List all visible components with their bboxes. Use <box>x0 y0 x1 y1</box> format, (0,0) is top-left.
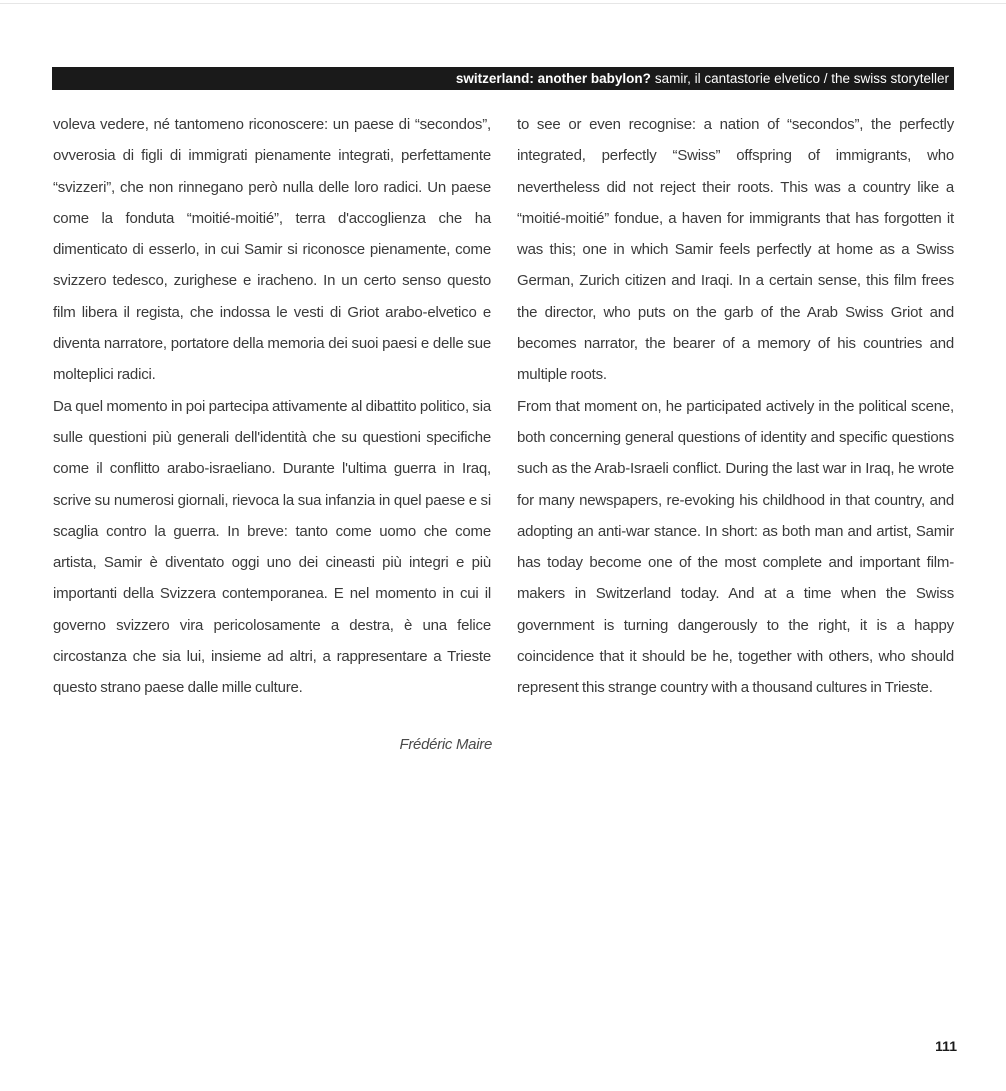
italian-paragraph: Da quel momento in poi partecipa attivamente al dibattito politico, sia sulle questioni più generali dell'identità che su questioni specifiche come il conflitto arabo-israeliano. Durante l'ultima guerra in Iraq, scrive su numerosi giornali, rievoca la sua infanzia in quel paese e si scaglia contro la guerra. In breve: tanto come uomo che come artista, Samir è diventato oggi uno dei cineasti più integri e più importanti della Svizzera contemporanea. E nel momento in cui il governo svizzero vira pericolosamente a destra, è una felice circostanza che sia lui, insieme ad altri, a rappresentare a Trieste questo strano paese dalle mille culture. <box>53 397 491 697</box>
english-paragraph: to see or even recognise: a nation of “secondos”, the perfectly integrated, perfectly “Swiss” offspring of immigrants, who nevertheless did not reject their roots. This was a country like a “moitié-moitié” fondue, a haven for immigrants that has forgotten it was this; one in which Samir feels perfectly at home as a Swiss German, Zurich citizen and Iraqi. In a certain sense, this film frees the director, who puts on the garb of the Arab Swiss Griot and becomes narrator, the bearer of a memory of his countries and multiple roots. <box>517 116 954 384</box>
top-rule <box>0 3 1006 4</box>
page-number: 111 <box>935 1038 957 1054</box>
italian-column <box>53 109 491 704</box>
header-subtitle: samir, il cantastorie elvetico / the swiss storyteller <box>654 71 949 86</box>
italian-paragraph: voleva vedere, né tantomeno riconoscere: un paese di “secondos”, ovverosia di figli di immigrati pienamente integrati, perfettamente “svizzeri”, che non rinnegano però nulla delle loro radici. Un paese come la fonduta “moitié-moitié”, terra d'accoglienza che ha dimenticato di esserlo, in cui Samir si riconosce pienamente, come svizzero tedesco, zurighese e iracheno. In un certo senso questo film libera il regista, che indossa le vesti di Griot arabo-elvetico e diventa narratore, portatore della memoria dei suoi paesi e delle sue molteplici radici. <box>53 116 491 384</box>
author-signature: Frédéric Maire <box>399 736 492 753</box>
header-title: switzerland: another babylon? <box>455 71 651 86</box>
english-column <box>517 109 954 704</box>
running-header <box>52 67 954 90</box>
english-paragraph: From that moment on, he participated actively in the political scene, both concerning general questions of identity and specific questions such as the Arab-Israeli conflict. During the last war in Iraq, he wrote for many newspapers, re-evoking his childhood in that country, and adopting an anti-war stance. In short: as both man and artist, Samir has today become one of the most complete and important film-makers in Switzerland today. And at a time when the Swiss government is turning dangerously to the right, it is a happy coincidence that it should be he, together with others, who should represent this strange country with a thousand cultures in Trieste. <box>517 397 954 697</box>
